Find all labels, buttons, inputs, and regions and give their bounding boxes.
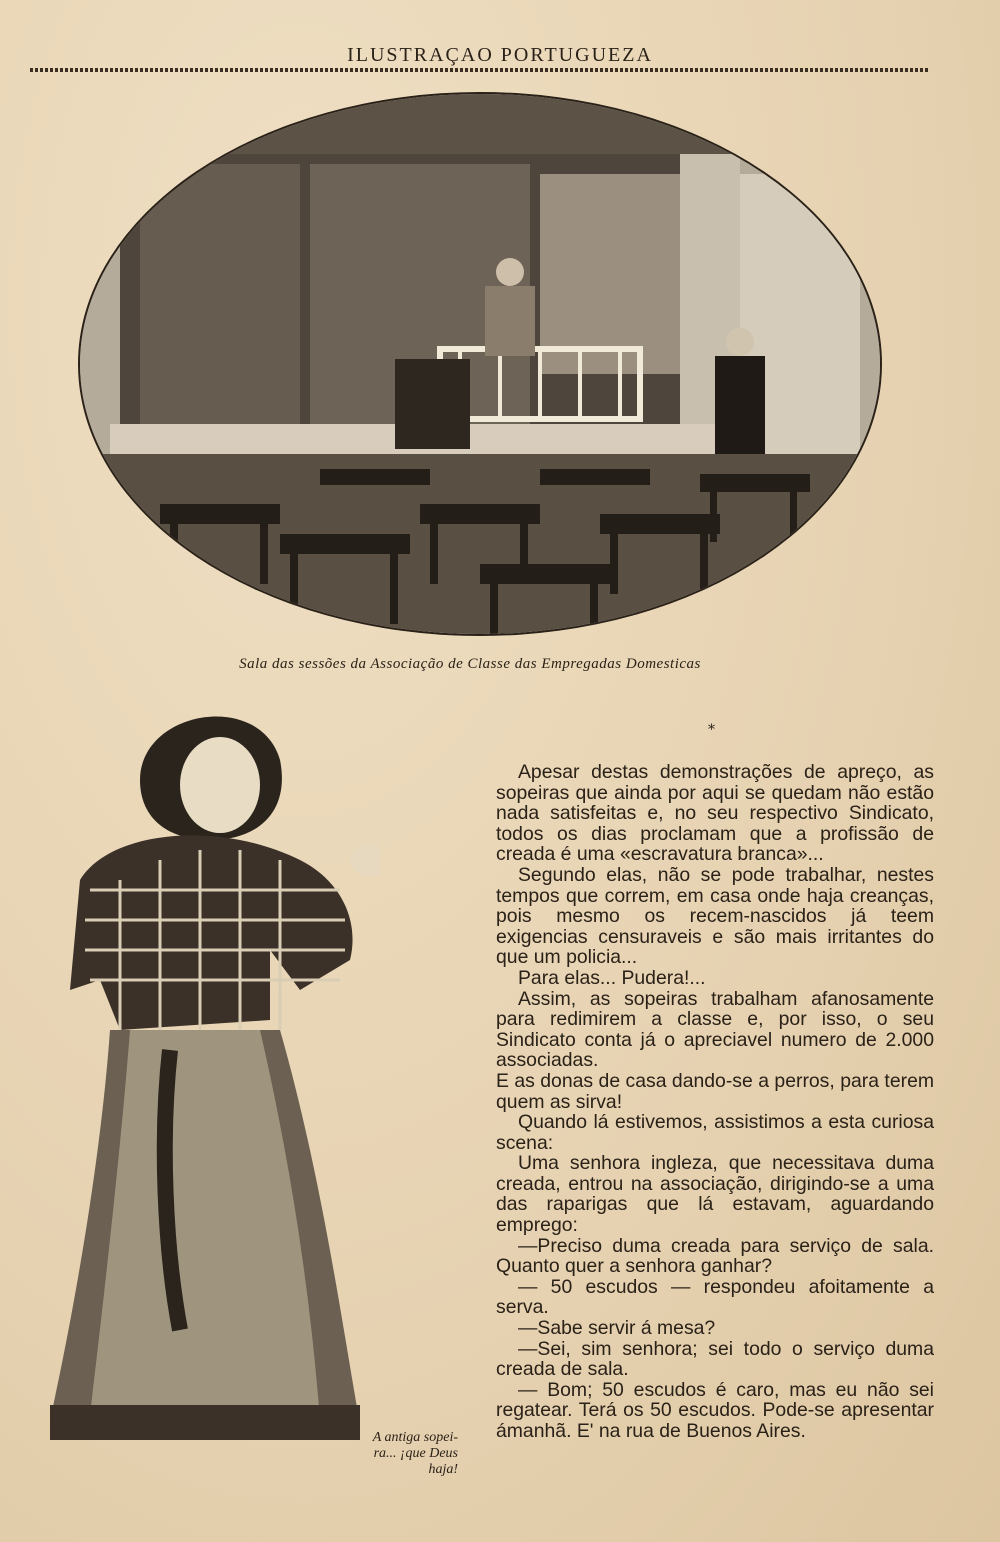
- portrait-caption-line: A antiga sopei-: [372, 1430, 458, 1445]
- portrait-caption-line: ra... ¡que Deus: [373, 1446, 458, 1461]
- page-title: ILUSTRAÇAO PORTUGUEZA: [347, 44, 653, 66]
- assembly-hall-photo: [78, 92, 882, 636]
- article-paragraph: Para elas... Pudera!...: [518, 966, 706, 989]
- article-paragraph: Segundo elas, não se pode trabalhar, nestes tempos que correm, em casa onde haja creanças, pois mesmo os recem-nascidos já teem exigencias censuraveis e são mais irritantes do que um policia...: [496, 863, 934, 969]
- article-paragraph: — 50 escudos — respondeu afoitamente a serva.: [496, 1275, 934, 1319]
- article-paragraph: Quando lá estivemos, assistimos a esta curiosa scena:: [496, 1111, 934, 1154]
- article-body: [496, 762, 934, 1442]
- article-paragraph: — Bom; 50 escudos é caro, mas eu não sei regatear. Terá os 50 escudos. Pode-se apresentar ámanhã. E' na rua de Buenos Aires.: [496, 1378, 934, 1442]
- article-paragraph: Assim, as sopeiras trabalham afanosamente para redimirem a classe e, por isso, o seu Sindicato conta já o apreciavel numero de 2.000 associadas.: [496, 987, 934, 1072]
- header-rule: [30, 68, 930, 72]
- article-paragraph: —Sabe servir á mesa?: [518, 1317, 716, 1340]
- portrait-caption-line: haja!: [428, 1462, 458, 1477]
- article-paragraph: E as donas de casa dando-se a perros, para terem quem as sirva!: [496, 1069, 934, 1113]
- photo-caption: Sala das sessões da Associação de Classe das Empregadas Domesticas: [239, 656, 701, 672]
- article-paragraph: Uma senhora ingleza, que necessitava duma creada, entrou na associação, dirigindo-se a uma das raparigas que lá estavam, aguardando emprego:: [496, 1152, 934, 1237]
- article-paragraph: —Sei, sim senhora; sei todo o serviço duma creada de sala.: [496, 1337, 934, 1381]
- portrait-caption: [298, 1430, 458, 1478]
- article-paragraph: —Preciso duma creada para serviço de sala. Quanto quer a senhora ganhar?: [496, 1234, 934, 1278]
- section-asterisk: *: [708, 722, 715, 738]
- maid-portrait: [40, 690, 380, 1470]
- article-paragraph: Apesar destas demonstrações de apreço, as sopeiras que ainda por aqui se quedam não estão nada satisfeitas e, no seu respectivo Sindicato, todos os dias proclamam que a profissão de creada é uma «escravatura branca»...: [496, 761, 934, 866]
